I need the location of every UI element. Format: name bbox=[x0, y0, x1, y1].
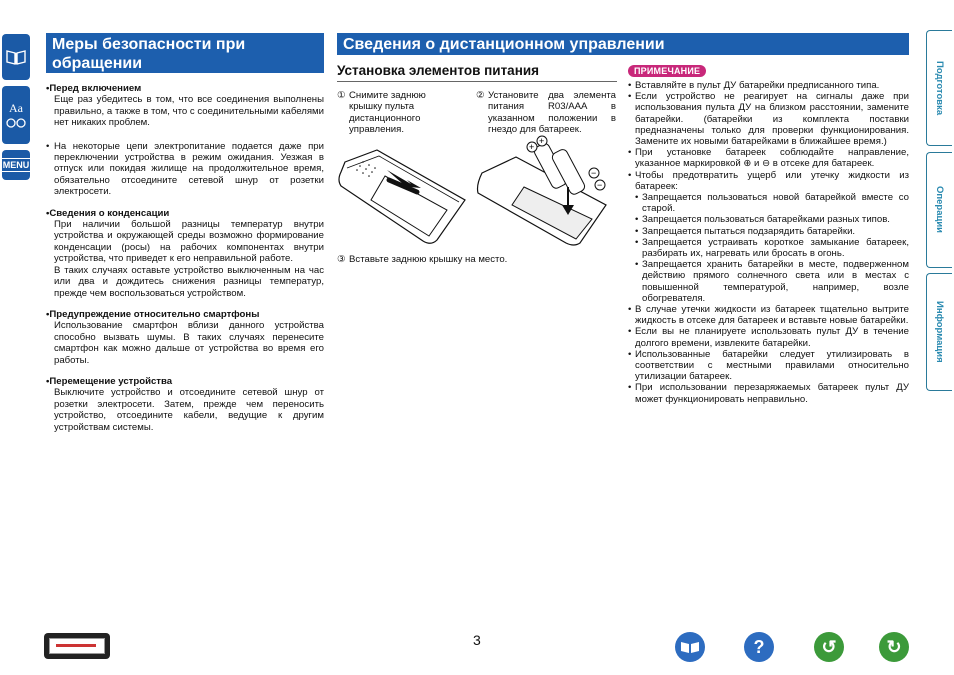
back-icon[interactable]: ↺ bbox=[814, 632, 844, 662]
left-section-header: Меры безопасности при обращении bbox=[46, 33, 324, 73]
section-text: Еще раз убедитесь в том, что все соединения выполнены правильно, а также в том, что с соединительными кабелями нет никаких проблем. bbox=[54, 94, 324, 129]
step-3: ③ Вставьте заднюю крышку на место. bbox=[337, 254, 508, 265]
help-icon[interactable]: ? bbox=[744, 632, 774, 662]
note-item: • Запрещается устраивать короткое замыкание батареек, разбирать их, нагревать или бросать в огонь. bbox=[628, 237, 909, 259]
remote-cover-illustration bbox=[337, 140, 467, 248]
section-heading: • Перемещение устройства bbox=[46, 376, 324, 387]
page-number: 3 bbox=[473, 632, 481, 648]
note-item: • Чтобы предотвратить ущерб или утечку жидкости из батареек: bbox=[628, 170, 909, 192]
note-item: • Запрещается пытаться подзарядить батарейки. bbox=[628, 226, 909, 237]
section-heading: • Предупреждение относительно смартфоны bbox=[46, 309, 324, 320]
note-item: • В случае утечки жидкости из батареек тщательно вытрите жидкость в отсеке для батареек и вставьте новые батарейки. bbox=[628, 304, 909, 326]
note-item: • Если вы не планируете использовать пульт ДУ в течение долгого времени, извлеките батарейки. bbox=[628, 326, 909, 348]
subsection-title: Установка элементов питания bbox=[337, 63, 540, 78]
note-badge: ПРИМЕЧАНИЕ bbox=[628, 65, 706, 77]
svg-text:+: + bbox=[539, 136, 545, 146]
font-icon[interactable]: Aa bbox=[2, 86, 30, 144]
forward-icon[interactable]: ↻ bbox=[879, 632, 909, 662]
section-text: В таких случаях оставьте устройство выключенным на час или два и дождитесь снижения разницы температур, прежде чем воспользоваться устройством. bbox=[54, 264, 324, 299]
step-1: ① Снимите заднюю крышку пульта дистанционного управления. bbox=[337, 90, 426, 136]
section-text: При наличии большой разницы температур внутри устройства и окружающей среды возможно формирование конденсации (росы) на рабочих компонентах внутри устройства, что приведет к его неправильной работе. bbox=[54, 219, 324, 265]
note-item: • При установке батареек соблюдайте направление, указанное маркировкой ⊕ и ⊖ в отсеке для батареек. bbox=[628, 147, 909, 169]
tab-preparation[interactable]: Подготовка bbox=[926, 30, 952, 146]
svg-text:−: − bbox=[597, 180, 603, 190]
note-item: • Запрещается пользоваться новой батарейкой вместе со старой. bbox=[628, 192, 909, 214]
menu-icon[interactable]: MENU bbox=[2, 150, 30, 180]
section-heading: • Перед включением bbox=[46, 83, 324, 94]
svg-text:+: + bbox=[529, 142, 535, 152]
book-icon[interactable] bbox=[2, 34, 30, 80]
left-content bbox=[46, 83, 324, 433]
section-text: • На некоторые цепи электропитание подается даже при переключении устройства в режим ожидания. Уезжая в отпуск или покидая жилище на продолжительное время, обязательно отсоедините сетевой шнур от розетки электросети. bbox=[46, 140, 324, 198]
note-item: • Запрещается пользоваться батарейками разных типов. bbox=[628, 214, 909, 225]
subtitle-rule bbox=[337, 81, 617, 82]
svg-text:−: − bbox=[591, 168, 597, 178]
device-icon[interactable] bbox=[44, 633, 110, 659]
battery-insert-illustration bbox=[476, 135, 611, 247]
note-item: • Если устройство не реагирует на сигналы даже при использования пульта ДУ на близком расстоянии, замените батарейки. (батарейки из комплекта поставки предназначены только для проверки функционирования. Замените их новыми батарейками в ближайшее время.) bbox=[628, 91, 909, 147]
tab-operations[interactable]: Операции bbox=[926, 152, 952, 268]
note-item: • Использованные батарейки следует утилизировать в соответствии с местными правилами относительно утилизации батареек. bbox=[628, 349, 909, 383]
section-heading: • Сведения о конденсации bbox=[46, 208, 324, 219]
right-section-header: Сведения о дистанционном управлении bbox=[337, 33, 909, 55]
tab-information[interactable]: Информация bbox=[926, 273, 952, 391]
note-item: • Запрещается хранить батарейки в месте, подверженном действию прямого солнечного света или в местах с повышенной температурой, например, возле обогревателя. bbox=[628, 259, 909, 304]
section-text: Выключите устройство и отсоедините сетевой шнур от розетки электросети. Затем, прежде чем переносить устройство, отсоедините кабели, ведущие к другим устройствам системы. bbox=[54, 387, 324, 433]
note-item: • При использовании перезаряжаемых батареек пульт ДУ может функционировать неправильно. bbox=[628, 382, 909, 404]
notes-list bbox=[628, 80, 909, 405]
section-text: Использование смартфон вблизи данного устройства способно вызвать шумы. В таких случаях перенесите смартфон как можно дальше от устройства во время его работы. bbox=[54, 320, 324, 366]
step-2: ② Установите два элемента питания R03/AAA в указанном положении в гнездо для батареек. bbox=[476, 90, 616, 136]
note-item: • Вставляйте в пульт ДУ батарейки предписанного типа. bbox=[628, 80, 909, 91]
manual-book-icon[interactable] bbox=[675, 632, 705, 662]
